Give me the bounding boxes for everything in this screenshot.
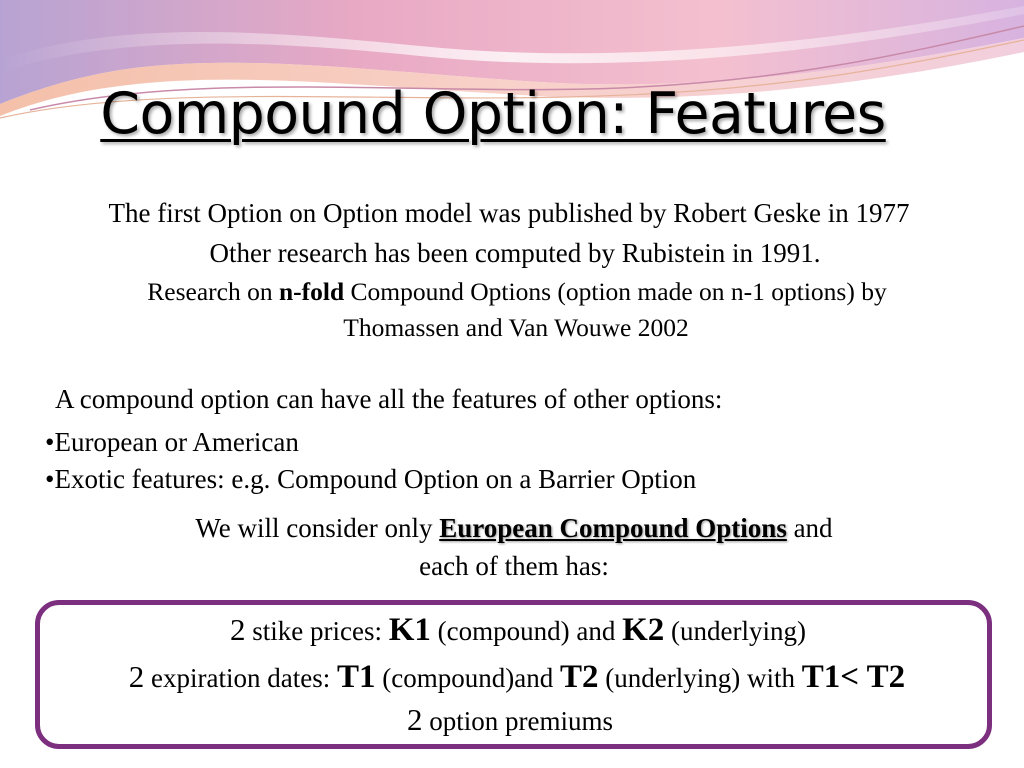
box-row-expiration-dates bbox=[5, 659, 1024, 696]
intro-line-3 bbox=[5, 277, 1024, 307]
intro-line-4: Thomassen and Van Wouwe 2002 bbox=[343, 313, 689, 342]
consider-line-1 bbox=[2, 513, 1024, 544]
k2-symbol: K2 bbox=[622, 612, 665, 648]
strike-text-1: stike prices: bbox=[245, 616, 389, 646]
slide-title: Compound Option: Features bbox=[100, 81, 886, 147]
intro-line-3-pre: Research on bbox=[147, 277, 279, 306]
box-row-option-premiums bbox=[0, 702, 1022, 738]
expiration-text-3: (underlying) with bbox=[598, 663, 802, 693]
expiration-text-2: (compound)and bbox=[375, 663, 560, 693]
t2-symbol: T2 bbox=[559, 659, 599, 695]
strike-count: 2 bbox=[230, 612, 246, 647]
k1-symbol: K1 bbox=[388, 612, 431, 648]
expiration-count: 2 bbox=[128, 659, 145, 694]
consider-line-2: each of them has: bbox=[419, 551, 609, 581]
expiration-text-1: expiration dates: bbox=[144, 663, 337, 693]
t1-symbol: T1 bbox=[337, 659, 376, 695]
premium-text: option premiums bbox=[422, 706, 613, 736]
strike-text-3: (underlying) bbox=[664, 616, 806, 646]
strike-text-2: (compound) and bbox=[430, 616, 623, 646]
consider-pre: We will consider only bbox=[195, 513, 440, 543]
european-compound-options-highlight: European Compound Options bbox=[439, 513, 787, 543]
intro-line-1: The first Option on Option model was published by Robert Geske in 1977 bbox=[108, 198, 910, 228]
features-heading: A compound option can have all the features of other options: bbox=[55, 384, 723, 414]
box-row-strike-prices bbox=[6, 612, 1024, 649]
t1-less-than-t2: T1< T2 bbox=[801, 659, 906, 695]
n-fold-term: n-fold bbox=[278, 277, 345, 306]
intro-line-3-post: Compound Options (option made on n-1 options) by bbox=[344, 277, 887, 306]
bullet-item: •Exotic features: e.g. Compound Option on a Barrier Option bbox=[45, 464, 697, 494]
premium-count: 2 bbox=[407, 702, 423, 737]
consider-post: and bbox=[786, 513, 833, 543]
intro-line-2: Other research has been computed by Rubistein in 1991. bbox=[209, 238, 821, 268]
bullet-item: •European or American bbox=[45, 427, 299, 457]
